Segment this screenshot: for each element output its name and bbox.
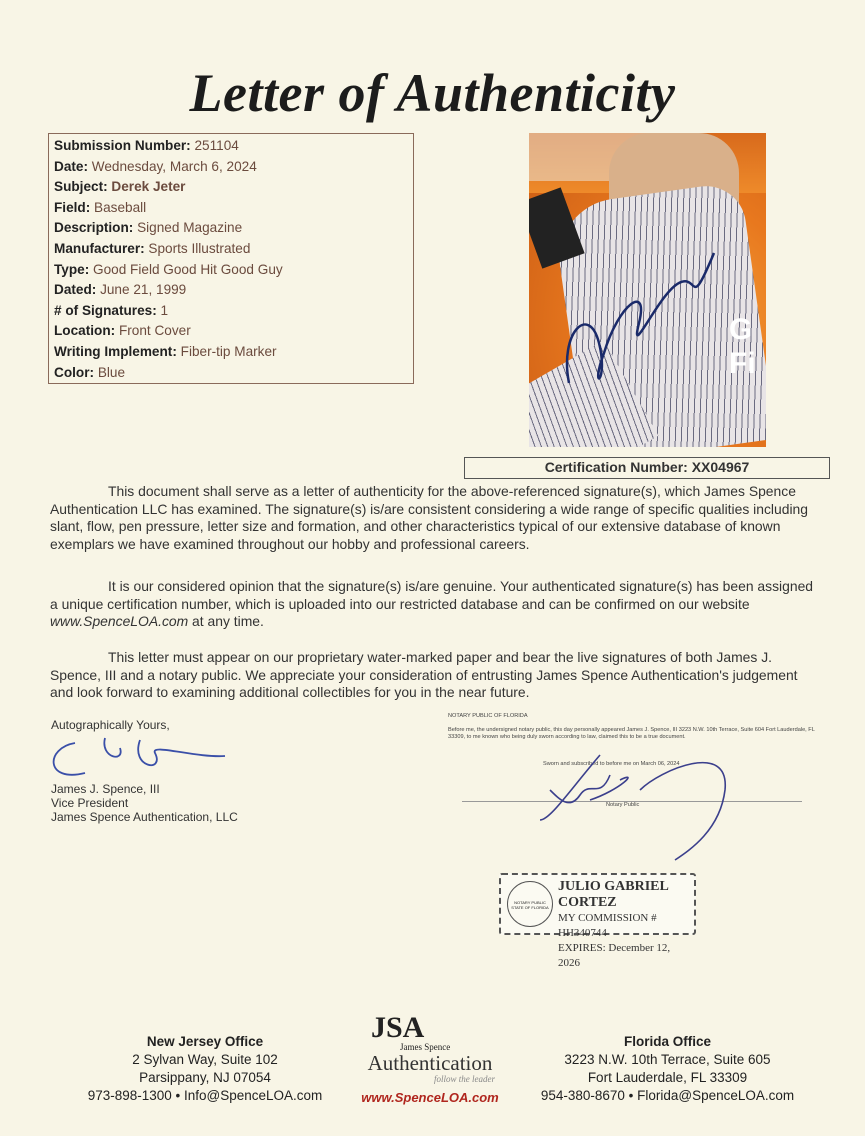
autograph-signature <box>529 133 766 447</box>
notary-line-label: Notary Public <box>606 802 640 808</box>
info-row <box>54 177 408 198</box>
info-row <box>54 260 408 281</box>
signer-title: Vice President <box>51 796 129 810</box>
info-row <box>54 301 408 322</box>
info-label: Writing Implement: <box>54 343 177 359</box>
info-row <box>54 363 408 384</box>
info-value: Sports Illustrated <box>148 240 251 256</box>
cover-text: G Fi <box>729 313 756 380</box>
info-label: Field: <box>54 199 91 215</box>
info-value: Derek Jeter <box>111 179 186 195</box>
closing: Autographically Yours, <box>51 718 170 732</box>
info-value: Baseball <box>94 199 147 215</box>
website-link[interactable]: www.SpenceLOA.com <box>50 613 189 629</box>
signer-company: James Spence Authentication, LLC <box>51 810 238 824</box>
footer-website[interactable]: www.SpenceLOA.com <box>361 1090 499 1105</box>
info-label: Description: <box>54 220 134 236</box>
info-row <box>54 157 408 178</box>
stamp-commission: MY COMMISSION # HH340744 <box>558 912 657 939</box>
page-title: Letter of Authenticity <box>189 63 676 123</box>
notary-stamp <box>499 873 696 969</box>
notary-text: Before me, the undersigned notary public, this day personally appeared James J. Spence, III 3223 N.W. 10th Terrace, Suite 604 Fort Lauderdale, FL 33309, to me known who being duly sworn according to law, claimed this to be a true document. <box>448 727 815 740</box>
certification-number: Certification Number: XX04967 <box>464 457 830 479</box>
notary-signature <box>530 750 740 865</box>
jsa-logo: JSA James Spence Authentication follow the leader www.SpenceLOA.com <box>345 1013 515 1128</box>
info-label: Subject: <box>54 179 108 195</box>
paragraph-2: It is our considered opinion that the signature(s) is/are genuine. Your authenticated signature(s) has been assigned a unique certification number, which is uploaded into our restricted database and can be confirmed on our website www.SpenceLOA.com at any time. <box>50 578 814 629</box>
notary-sworn: Sworn and subscribed to before me on March 06, 2024 <box>543 761 680 767</box>
info-row <box>54 321 408 342</box>
state-seal-icon: NOTARY PUBLIC STATE OF FLORIDA <box>507 881 553 927</box>
nj-office: New Jersey Office 2 Sylvan Way, Suite 102 Parsippany, NJ 07054 973-898-1300 • Info@SpenceLOA.com <box>87 1034 323 1103</box>
info-value: Signed Magazine <box>137 220 243 236</box>
submission-info-box <box>48 133 414 384</box>
info-value: Blue <box>97 364 126 380</box>
info-value: 251104 <box>194 138 239 153</box>
signed-magazine-photo <box>529 133 766 447</box>
notary-heading: NOTARY PUBLIC OF FLORIDA <box>448 713 528 719</box>
info-row <box>54 342 408 363</box>
info-value: Front Cover <box>118 323 191 339</box>
info-label: Location: <box>54 323 116 339</box>
info-row <box>54 136 408 157</box>
info-label: # of Signatures: <box>54 302 157 318</box>
fl-office: Florida Office 3223 N.W. 10th Terrace, Suite 605 Fort Lauderdale, FL 33309 954-380-8670 • Florida@SpenceLOA.com <box>540 1034 795 1103</box>
info-value: 1 <box>160 302 169 318</box>
info-value: Wednesday, March 6, 2024 <box>91 158 257 174</box>
info-label: Manufacturer: <box>54 240 145 256</box>
stamp-name: JULIO GABRIEL CORTEZ <box>558 879 669 910</box>
stamp-expires: EXPIRES: December 12, 2026 <box>558 942 671 969</box>
info-value: Fiber-tip Marker <box>180 343 277 359</box>
info-row <box>54 280 408 301</box>
info-label: Submission Number: <box>54 138 191 153</box>
info-label: Dated: <box>54 282 97 298</box>
paragraph-1: This document shall serve as a letter of authenticity for the above-referenced signature(s), which James Spence Authentication LLC has examined. The signature(s) is/are consistent considering a wide range of specific qualities including slant, flow, pen pressure, letter size and formation, and other characteristics typical of our extensive database of known exemplars we have examined throughout our hobby and professional careers. <box>50 483 808 552</box>
info-row <box>54 198 408 219</box>
paragraph-3: This letter must appear on our proprietary water-marked paper and bear the live signatures of both James J. Spence, III and a notary public. We appreciate your consideration of entrusting James Spence Authentication's judgement and look forward to examining additional collectibles for you in the near future. <box>50 649 798 700</box>
info-label: Type: <box>54 261 90 277</box>
info-row <box>54 239 408 260</box>
spence-signature <box>45 728 245 783</box>
signer-name: James J. Spence, III <box>51 782 160 796</box>
info-value: Good Field Good Hit Good Guy <box>93 261 283 277</box>
info-label: Date: <box>54 158 88 174</box>
info-value: June 21, 1999 <box>100 282 187 298</box>
info-label: Color: <box>54 364 95 380</box>
info-row <box>54 218 408 239</box>
